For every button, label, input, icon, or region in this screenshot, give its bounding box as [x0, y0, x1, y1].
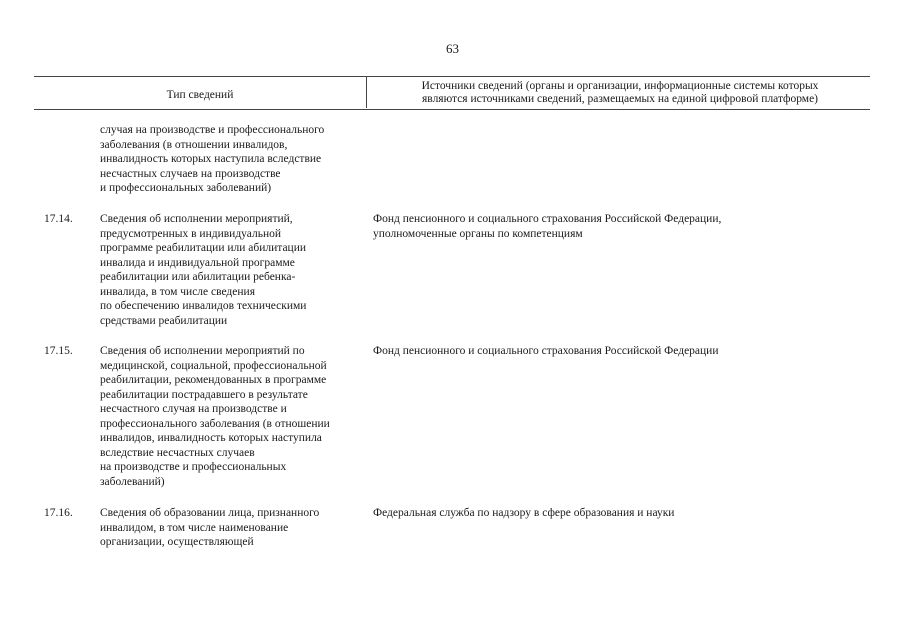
header-source-column: Источники сведений (органы и организации, информационные системы которых являются источниками сведений, размещаемых на единой цифровой платформе): [421, 80, 819, 105]
header-type-column: Тип сведений: [166, 89, 234, 101]
row-type-text: случая на производстве и профессионального заболевания (в отношении инвалидов, инвалидность которых наступила вследствие несчастных случаев на производстве и профессиональных заболеваний): [100, 124, 325, 194]
page-number: 63: [446, 41, 459, 56]
row-type-text: Сведения об исполнении мероприятий по медицинской, социальной, профессиональной реабилитации, рекомендованных в программе реабилитации пострадавшего в результате несчастного случая на производстве и профессионального заболевания (в отношении инвалидов, инвалидность которых наступила вследствие несчастных случаев на производстве и профессиональных заболеваний): [100, 345, 330, 488]
row-source-text: Фонд пенсионного и социального страхования Российской Федерации, уполномоченные органы по компетенциям: [373, 213, 722, 240]
row-type-text: Сведения об исполнении мероприятий, предусмотренных в индивидуальной программе реабилитации или абилитации инвалида и индивидуальной программе реабилитации или абилитации ребенка- инвалида, в том числе сведения по обеспечению инвалидов техническими средствами реабилитации: [100, 213, 307, 327]
row-type-text: Сведения об образовании лица, признанного инвалидом, в том числе наименование организации, осуществляющей: [100, 507, 320, 548]
row-source-text: Федеральная служба по надзору в сфере образования и науки: [373, 507, 675, 519]
row-source-text: Фонд пенсионного и социального страхования Российской Федерации: [373, 345, 719, 357]
row-number: 17.16.: [44, 507, 73, 519]
row-number: 17.15.: [44, 345, 73, 357]
header-column-divider: [366, 76, 367, 108]
row-number: 17.14.: [44, 213, 73, 225]
